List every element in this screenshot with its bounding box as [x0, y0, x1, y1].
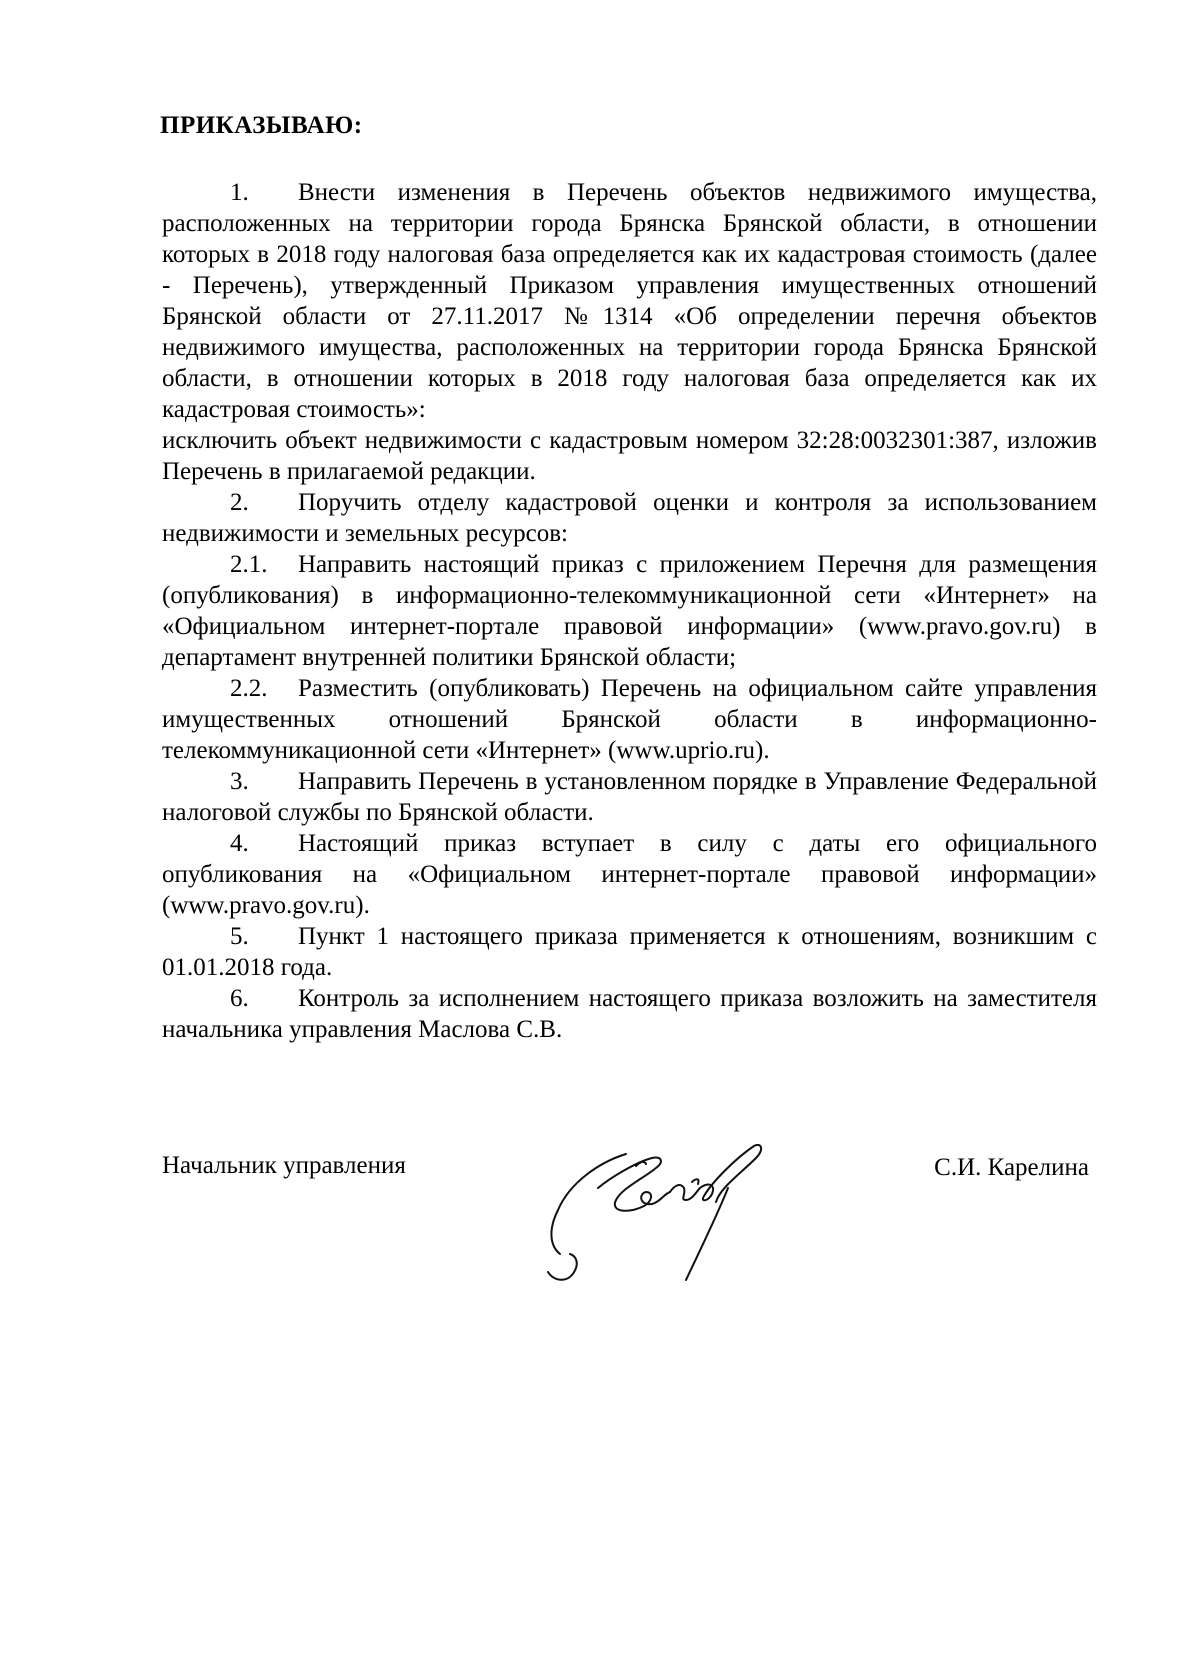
order-item-4	[162, 828, 1097, 921]
handwritten-signature-icon	[540, 1122, 780, 1292]
order-item-3	[162, 766, 1097, 828]
signatory-position: Начальник управления	[162, 1152, 406, 1179]
order-item-1	[162, 177, 1097, 425]
item-text: Направить Перечень в установленном порядке в Управление Федеральной налоговой службы по Брянской области.	[162, 768, 1097, 826]
item-number: 2.1.	[230, 551, 268, 578]
order-item-2-2	[162, 673, 1097, 766]
item-text: Внести изменения в Перечень объектов недвижимого имущества, расположенных на территории города Брянска Брянской области, в отношении которых в 2018 году налоговая база определяется как их кадастровая стоимость (далее - Перечень), утвержденный Приказом управления имущественных отношений Брянской области от 27.11.2017 №1314 «Об определении перечня объектов недвижимого имущества, расположенных на территории города Брянска Брянской области, в отношении которых в 2018 году налоговая база определяется как их кадастровая стоимость»:	[162, 179, 1097, 423]
order-body	[162, 177, 1097, 1045]
item-number: 1.	[230, 179, 249, 206]
item-number: 4.	[230, 830, 249, 857]
item-text: исключить объект недвижимости с кадастровым номером 32:28:0032301:387, изложив Перечень в прилагаемой редакции.	[162, 427, 1097, 485]
order-item-2-1	[162, 549, 1097, 673]
item-text: Пункт 1 настоящего приказа применяется к отношениям, возникшим с 01.01.2018 года.	[162, 923, 1097, 981]
item-text: Поручить отделу кадастровой оценки и контроля за использованием недвижимости и земельных ресурсов:	[162, 489, 1097, 547]
order-item-1-continuation	[162, 425, 1097, 487]
item-number: 5.	[230, 923, 249, 950]
item-text: Направить настоящий приказ с приложением Перечня для размещения (опубликования) в информационно-телекоммуникационной сети «Интернет» на «Официальном интернет-портале правовой информации» (www.pravo.gov.ru) в департамент внутренней политики Брянской области;	[162, 551, 1097, 671]
signatory-name: С.И. Карелина	[934, 1154, 1089, 1181]
signature-block	[162, 1152, 1097, 1292]
item-text: Разместить (опубликовать) Перечень на официальном сайте управления имущественных отношений Брянской области в информационно-телекоммуникационной сети «Интернет» (www.uprio.ru).	[162, 675, 1097, 764]
item-text: Настоящий приказ вступает в силу с даты его официального опубликования на «Официальном интернет-портале правовой информации» (www.pravo.gov.ru).	[162, 830, 1097, 919]
order-item-2	[162, 487, 1097, 549]
item-number: 3.	[230, 768, 249, 795]
item-number: 2.2.	[230, 675, 268, 702]
order-item-5	[162, 921, 1097, 983]
order-item-6	[162, 983, 1097, 1045]
item-number: 6.	[230, 985, 249, 1012]
item-text: Контроль за исполнением настоящего приказа возложить на заместителя начальника управления Маслова С.В.	[162, 985, 1097, 1043]
order-heading: ПРИКАЗЫВАЮ:	[160, 112, 363, 139]
item-number: 2.	[230, 489, 249, 516]
